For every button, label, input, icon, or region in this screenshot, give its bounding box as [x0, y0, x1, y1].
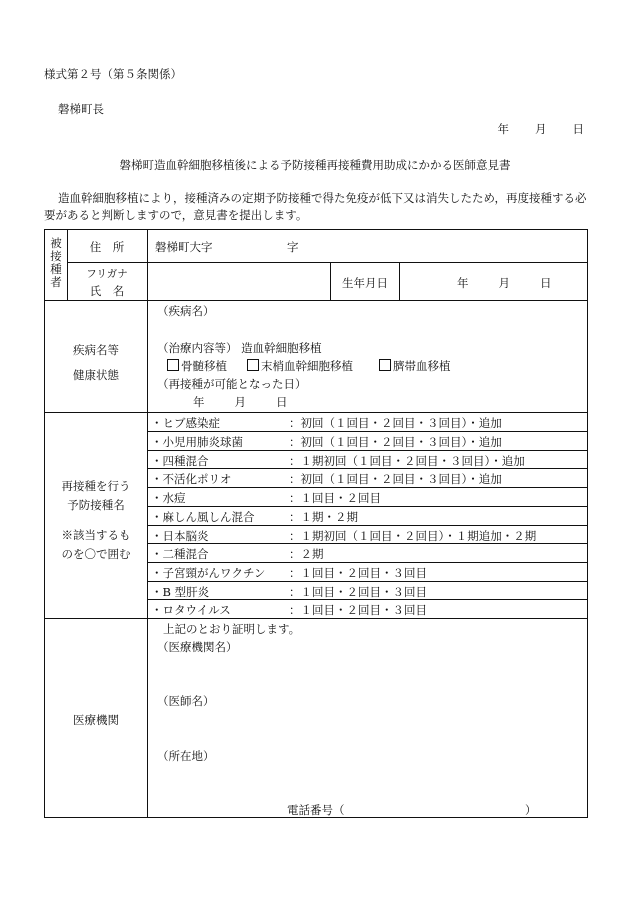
birthdate-month: 月 [498, 276, 510, 290]
health-status-label: 健康状態 [73, 368, 119, 382]
vaccine-schedule[interactable]: ：初回（１回目・２回目・３回目）・追加 [289, 472, 502, 486]
address-aza: 字 [287, 240, 299, 254]
treatment-line [157, 340, 322, 356]
opinion-form-table [44, 229, 588, 818]
vaccine-schedule[interactable]: ：初回（１回目・２回目・３回目）・追加 [289, 416, 502, 430]
certify-text: 上記のとおり証明します。 [163, 622, 301, 636]
revax-date-label: （再接種が可能となった日） [157, 377, 307, 391]
vaccine-name: ・不活化ポリオ [151, 472, 232, 486]
name-label: 氏 名 [89, 284, 125, 298]
recipient-group-label: 被 接 種 者 [50, 236, 62, 289]
vaccine-label-line2: 予防接種名 [67, 497, 125, 512]
disease-label: 疾病名等 [73, 343, 119, 357]
birthdate-year: 年 [457, 276, 469, 290]
vaccine-schedule[interactable]: ：１回目・２回目・３回目 [289, 566, 427, 580]
address-location-label: （所在地） [157, 749, 215, 763]
vaccine-schedule[interactable]: ：２期 [289, 547, 324, 561]
document-title: 磐梯町造血幹細胞移植後による予防接種再接種費用助成にかかる医師意見書 [119, 158, 511, 172]
transplant-options [167, 358, 451, 374]
option-bone-marrow[interactable]: 骨髄移植 [167, 358, 227, 374]
birthdate-label: 生年月日 [342, 276, 388, 290]
institution-name-label: （医療機関名） [157, 640, 238, 654]
vaccine-name: ・四種混合 [151, 454, 209, 468]
birthdate-value[interactable] [457, 275, 552, 291]
furigana-label: フリガナ [86, 268, 128, 280]
vaccine-name: ・ヒブ感染症 [151, 416, 220, 430]
phone-input-area[interactable] [351, 800, 521, 816]
vaccine-name: ・二種混合 [151, 547, 209, 561]
addressee: 磐梯町長 [58, 102, 104, 116]
vaccine-name: ・麻しん風しん混合 [151, 510, 255, 524]
vaccine-schedule[interactable]: ：初回（１回目・２回目・３回目）・追加 [289, 435, 502, 449]
vaccine-name: ・小児用肺炎球菌 [151, 435, 243, 449]
vaccine-schedule[interactable]: ：１期初回（１回目・２回目）・１期追加・２期 [289, 529, 537, 543]
vaccine-name: ・水痘 [151, 491, 186, 505]
option-peripheral-blood[interactable]: 末梢血幹細胞移植 [247, 358, 353, 374]
checkbox-icon[interactable] [167, 359, 179, 371]
vaccine-schedule[interactable]: ：１回目・２回目・３回目 [289, 603, 427, 617]
revax-year: 年 [193, 395, 205, 409]
disease-name-label: （疾病名） [157, 304, 215, 318]
date-day: 日 [572, 122, 584, 136]
treatment-label: （治療内容等） [157, 341, 238, 355]
institution-label: 医療機関 [73, 713, 119, 727]
phone-label: 電話番号（ [287, 803, 345, 817]
vaccine-name: ・子宮頸がんワクチン [151, 566, 266, 580]
vaccine-label-line1: 再接種を行う [61, 479, 131, 493]
name-input-area[interactable] [149, 264, 329, 298]
date-year: 年 [497, 122, 509, 136]
date-month: 月 [535, 122, 547, 136]
vaccine-name: ・ロタウイルス [151, 603, 231, 617]
checkbox-icon[interactable] [247, 359, 259, 371]
treatment-value: 造血幹細胞移植 [241, 341, 322, 355]
vaccine-section-label [45, 477, 147, 563]
vaccine-schedule[interactable]: ：１期初回（１回目・２回目・３回目）・追加 [289, 454, 525, 468]
address-value: 磐梯町大字 [155, 240, 213, 254]
submission-date [498, 121, 585, 137]
doctor-name-label: （医師名） [157, 694, 215, 708]
intro-paragraph: 造血幹細胞移植により，接種済みの定期予防接種で得た免疫が低下又は消失したため，再度接種する必要があると判断しますので，意見書を提出します。 [44, 191, 587, 222]
vaccine-name: ・B 型肝炎 [151, 585, 210, 599]
vaccine-schedule[interactable]: ：１回目・２回目 [289, 491, 381, 505]
checkbox-icon[interactable] [379, 359, 391, 371]
address-label: 住 所 [89, 240, 125, 254]
vaccine-name: ・日本脳炎 [151, 529, 209, 543]
revax-day: 日 [276, 395, 288, 409]
revax-date-value[interactable] [193, 394, 288, 410]
revax-month: 月 [234, 395, 246, 409]
birthdate-day: 日 [540, 276, 552, 290]
form-number: 様式第２号（第５条関係） [44, 67, 182, 81]
option-cord-blood[interactable]: 臍帯血移植 [379, 358, 451, 374]
phone-close: ） [525, 803, 537, 817]
vaccine-note-line1: ※該当するも [61, 528, 131, 542]
vaccine-schedule[interactable]: ：１回目・２回目・３回目 [289, 585, 427, 599]
vaccine-schedule[interactable]: ：１期・２期 [289, 510, 358, 524]
vaccine-note-line2: のを〇で囲む [61, 546, 131, 561]
